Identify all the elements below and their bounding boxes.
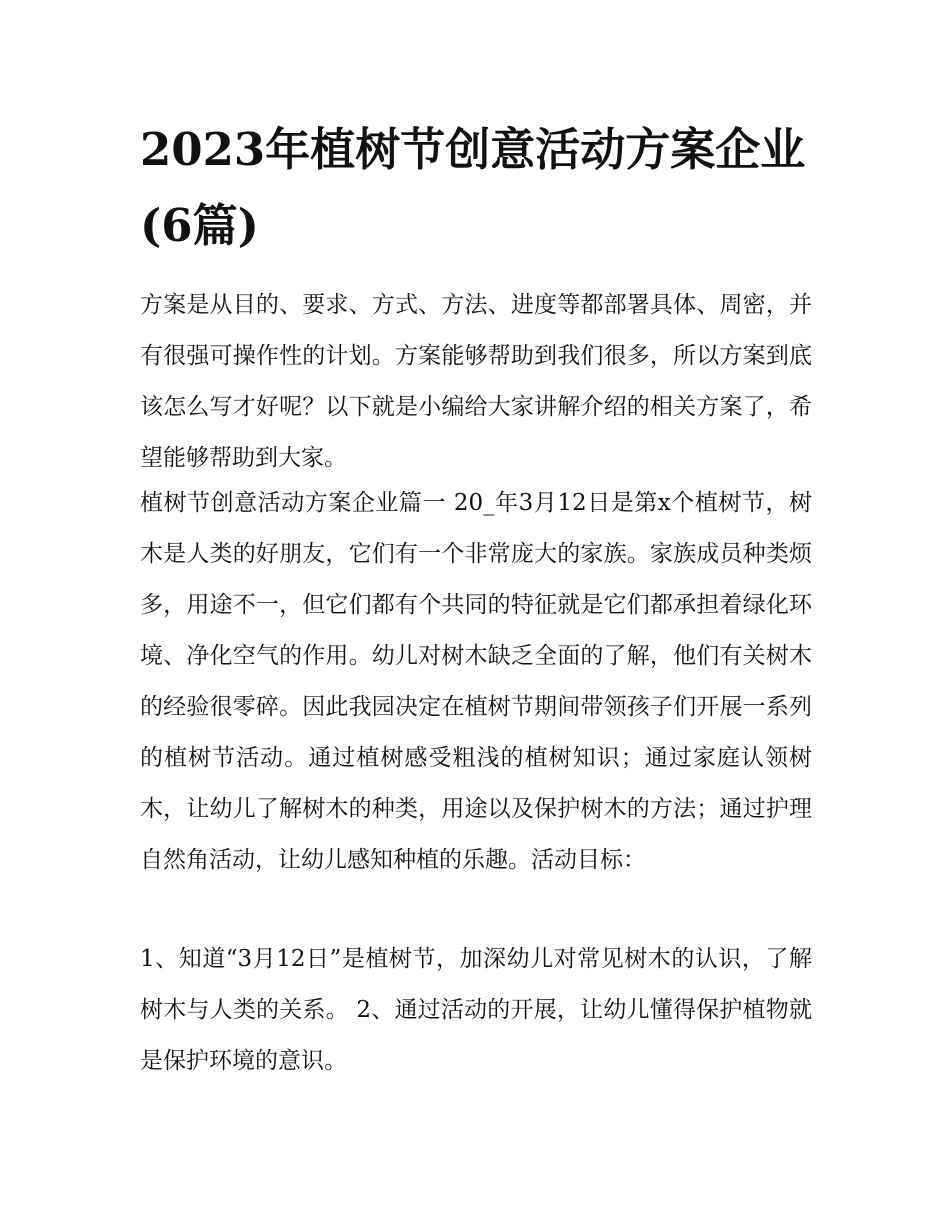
- section-one-paragraph: 植树节创意活动方案企业篇一 20_年3月12日是第x个植树节，树木是人类的好朋友，它们有一个非常庞大的家族。家族成员种类烦多，用途不一，但它们都有个共同的特征就是它们都承担着绿化环境、净化空气的作用。幼儿对树木缺乏全面的了解，他们有关树木的经验很零碎。因此我园决定在植树节期间带领孩子们开展一系列的植树节活动。通过植树感受粗浅的植树知识；通过家庭认领树木，让幼儿了解树木的种类，用途以及保护树木的方法；通过护理自然角活动，让幼儿感知种植的乐趣。活动目标：: [140, 490, 812, 873]
- activity-goals-paragraph: 1、知道“3月12日”是植树节，加深幼儿对常见树木的认识，了解树木与人类的关系。 2、通过活动的开展，让幼儿懂得保护植物就是保护环境的意识。: [140, 946, 812, 1074]
- intro-paragraph: 方案是从目的、要求、方式、方法、进度等都部署具体、周密，并有很强可操作性的计划。方案能够帮助到我们很多，所以方案到底该怎么写才好呢？以下就是小编给大家讲解介绍的相关方案了，希望能够帮助到大家。: [140, 292, 812, 471]
- document-title: 2023年植树节创意活动方案企业(6篇): [140, 123, 806, 252]
